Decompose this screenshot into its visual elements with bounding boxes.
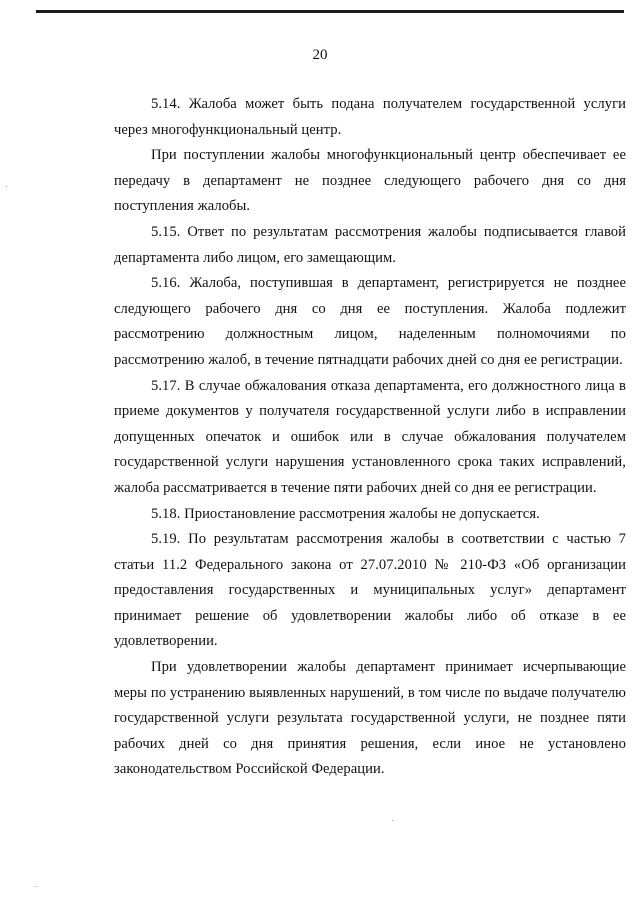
paragraph-mfc-transfer: При поступлении жалобы многофункциональный центр обеспечивает ее передачу в департамент не позднее следующего рабочего дня со дня поступления жалобы.	[114, 147, 626, 215]
scan-speck	[392, 820, 393, 821]
scan-speck	[6, 186, 7, 187]
paragraph-satisfaction-measures: При удовлетворении жалобы департамент принимает исчерпывающие меры по устранению выявленных нарушений, в том числе по выдаче получателю государственной услуги результата государственной услуги, не позднее пяти рабочих дней со дня принятия решения, если иное не установлено законодательством Российской Федерации.	[114, 659, 626, 778]
paragraph-5-16: 5.16. Жалоба, поступившая в департамент, регистрируется не позднее следующего рабочего дня со дня ее поступления. Жалоба подлежит рассмотрению должностным лицом, наделенным полномочиями по рассмотрению жалоб, в течение пятнадцати рабочих дней со дня ее регистрации.	[114, 275, 626, 368]
page-number: 20	[312, 47, 328, 63]
document-body	[114, 92, 626, 783]
scan-speck	[36, 886, 37, 887]
paragraph-5-15: 5.15. Ответ по результатам рассмотрения жалобы подписывается главой департамента либо лицом, его замещающим.	[114, 223, 626, 266]
paragraph-5-19: 5.19. По результатам рассмотрения жалобы в соответствии с частью 7 статьи 11.2 Федерального закона от 27.07.2010 № 210-ФЗ «Об организации предоставления государственных и муниципальных услуг» департамент принимает решение об удовлетворении жалобы либо об отказе в ее удовлетворении.	[114, 531, 626, 650]
paragraph-5-18: 5.18. Приостановление рассмотрения жалобы не допускается.	[151, 505, 540, 522]
paragraph-5-14: 5.14. Жалоба может быть подана получателем государственной услуги через многофункциональный центр.	[114, 96, 626, 138]
paragraph-5-17: 5.17. В случае обжалования отказа департамента, его должностного лица в приеме документов у получателя государственной услуги либо в исправлении допущенных опечаток и ошибок или в случае обжалования получателем государственной услуги нарушения установленного срока таких исправлений, жалоба рассматривается в течение пяти рабочих дней со дня ее регистрации.	[114, 377, 626, 496]
top-border-line	[36, 10, 624, 13]
